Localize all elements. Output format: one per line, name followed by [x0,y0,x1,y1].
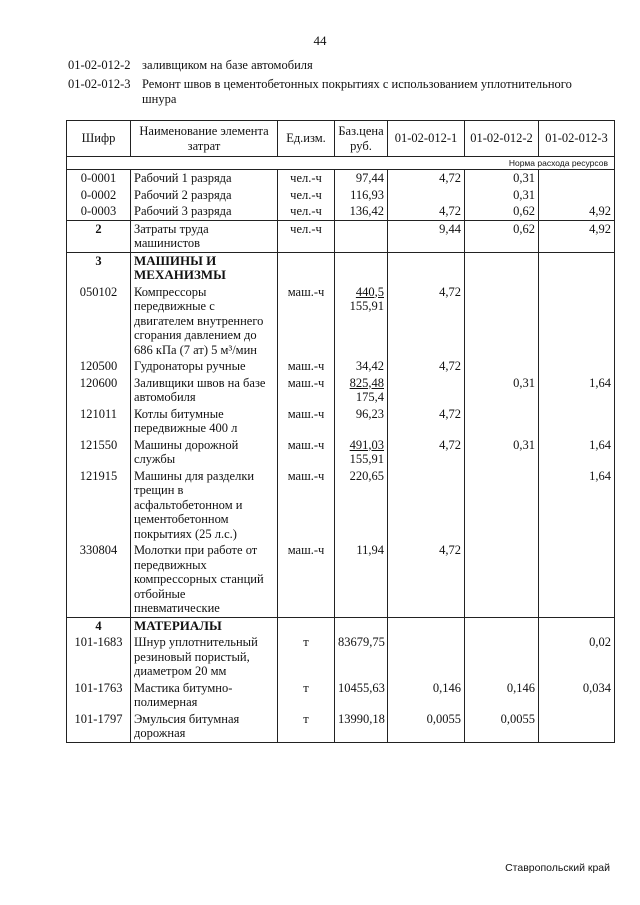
table-header [67,121,615,157]
table-row [67,542,615,617]
norm-row [67,157,615,170]
cell-name: Рабочий 1 разряда [131,170,278,187]
cell-c2 [465,468,539,543]
cell-unit: т [278,711,335,743]
cell-unit: маш.-ч [278,542,335,617]
cell-c3: 0,02 [539,634,615,680]
cell-code: 330804 [67,542,131,617]
cell-c1: 4,72 [388,437,465,468]
cell-c2: 0,31 [465,170,539,187]
cell-c2 [465,284,539,359]
cell-unit: чел.-ч [278,203,335,220]
cell-name: Компрессоры передвижные с двигателем внутреннего сгорания давлением до 686 кПа (7 ат) 5 м³/мин [131,284,278,359]
cell-c1: 4,72 [388,203,465,220]
table-row [67,358,615,375]
cell-price [335,284,388,359]
cell-name: Рабочий 2 разряда [131,187,278,204]
cell-c1: 4,72 [388,406,465,437]
table-row [67,468,615,543]
cell-c1: 9,44 [388,220,465,252]
cell-name: Машины дорожной службы [131,437,278,468]
table-row [67,437,615,468]
cell-code: 121915 [67,468,131,543]
cell-code: 4 [67,617,131,634]
cell-unit: маш.-ч [278,284,335,359]
cell-c3 [539,406,615,437]
cell-c3: 4,92 [539,203,615,220]
cell-c2: 0,0055 [465,711,539,743]
code-row [68,58,598,73]
cell-code: 050102 [67,284,131,359]
cell-unit: маш.-ч [278,375,335,406]
group-row [67,220,615,252]
code-row [68,77,598,107]
cell-price: 11,94 [335,542,388,617]
cell-c1: 4,72 [388,542,465,617]
price-base: 825,48 [349,375,384,390]
cell-c1: 4,72 [388,170,465,187]
price-extra: 155,91 [349,452,384,466]
header-unit: Ед.изм. [278,121,335,157]
cell-c2: 0,62 [465,203,539,220]
cell-c2 [465,542,539,617]
cell-name: Рабочий 3 разряда [131,203,278,220]
cell-price: 10455,63 [335,680,388,711]
table-row [67,170,615,187]
header-code: Шифр [67,121,131,157]
price-extra: 175,4 [355,390,384,404]
cell-c2: 0,31 [465,437,539,468]
cell-c1: 4,72 [388,358,465,375]
cell-price [335,375,388,406]
cell-c3: 0,034 [539,680,615,711]
page-number: 44 [313,33,327,48]
cell-price: 34,42 [335,358,388,375]
cell-c1: 0,0055 [388,711,465,743]
cell-c3 [539,711,615,743]
table-row [67,187,615,204]
cell-unit: чел.-ч [278,170,335,187]
cell-price [335,220,388,252]
cell-name: Заливщики швов на базе автомобиля [131,375,278,406]
cell-price: 136,42 [335,203,388,220]
footer-region: Ставропольский край [505,862,610,874]
cell-price: 116,93 [335,187,388,204]
cell-c1 [388,634,465,680]
cell-code: 0-0002 [67,187,131,204]
cell-c3: 1,64 [539,437,615,468]
cell-c2 [465,634,539,680]
table-row [67,406,615,437]
cell-price: 96,23 [335,406,388,437]
cell-c1: 4,72 [388,284,465,359]
section-title: МАТЕРИАЛЫ [131,617,278,634]
header-c2: 01-02-012-2 [465,121,539,157]
cell-c2: 0,146 [465,680,539,711]
cell-unit: т [278,680,335,711]
cell-code: 101-1797 [67,711,131,743]
cell-c3 [539,542,615,617]
group-row [67,252,615,284]
cell-c1 [388,375,465,406]
table-row [67,203,615,220]
cell-unit: маш.-ч [278,437,335,468]
cell-c2: 0,62 [465,220,539,252]
code-label: 01-02-012-2 [68,58,131,72]
cell-name: Затраты труда машинистов [131,220,278,252]
cell-c3 [539,170,615,187]
cell-unit: чел.-ч [278,220,335,252]
table-row [67,284,615,359]
cell-unit: маш.-ч [278,468,335,543]
cell-c2 [465,358,539,375]
cell-c2: 0,31 [465,187,539,204]
cell-name: Котлы битумные передвижные 400 л [131,406,278,437]
cell-code: 101-1763 [67,680,131,711]
norm-label: Норма расхода ресурсов [67,157,615,170]
cell-price: 13990,18 [335,711,388,743]
cell-code: 2 [67,220,131,252]
cell-c3: 1,64 [539,468,615,543]
table-row [67,634,615,680]
cell-unit: чел.-ч [278,187,335,204]
cell-code: 120600 [67,375,131,406]
cell-name: Молотки при работе от передвижных компрессорных станций отбойные пневматические [131,542,278,617]
header-c1: 01-02-012-1 [388,121,465,157]
header-price: Баз.цена руб. [335,121,388,157]
cell-price [335,437,388,468]
code-label: 01-02-012-3 [68,77,131,91]
cell-code: 3 [67,252,131,284]
code-desc: Ремонт швов в цементобетонных покрытиях с использованием уплотнительного шнура [142,77,572,106]
table-row [67,711,615,743]
cell-name: Шнур уплотнительный резиновый пористый, диаметром 20 мм [131,634,278,680]
cell-c2: 0,31 [465,375,539,406]
header-c3: 01-02-012-3 [539,121,615,157]
section-title: МАШИНЫ И МЕХАНИЗМЫ [131,252,278,284]
price-extra: 155,91 [349,299,384,313]
price-base: 491,03 [349,437,384,452]
cell-name: Мастика битумно-полимерная [131,680,278,711]
cell-c3: 4,92 [539,220,615,252]
cell-code: 101-1683 [67,634,131,680]
cell-c1: 0,146 [388,680,465,711]
cell-price: 97,44 [335,170,388,187]
table-row [67,375,615,406]
code-descriptions [68,58,598,111]
group-row [67,617,615,634]
cell-unit: маш.-ч [278,406,335,437]
cell-c3 [539,358,615,375]
cell-name: Машины для разделки трещин в асфальтобетонном и цементобетонном покрытиях (25 л.с.) [131,468,278,543]
cell-name: Эмульсия битумная дорожная [131,711,278,743]
price-base: 440,5 [355,284,384,299]
table-row [67,680,615,711]
cell-c2 [465,406,539,437]
cell-price: 83679,75 [335,634,388,680]
cell-unit: т [278,634,335,680]
cell-code: 0-0003 [67,203,131,220]
cell-c3 [539,284,615,359]
cell-code: 0-0001 [67,170,131,187]
cell-code: 120500 [67,358,131,375]
cell-code: 121550 [67,437,131,468]
cell-price: 220,65 [335,468,388,543]
cell-c3: 1,64 [539,375,615,406]
resource-table [66,120,615,743]
cell-code: 121011 [67,406,131,437]
cell-unit: маш.-ч [278,358,335,375]
cell-c3 [539,187,615,204]
code-desc: заливщиком на базе автомобиля [142,58,313,72]
cell-name: Гудронаторы ручные [131,358,278,375]
cell-c1 [388,187,465,204]
cell-c1 [388,468,465,543]
header-name: Наименование элемента затрат [131,121,278,157]
